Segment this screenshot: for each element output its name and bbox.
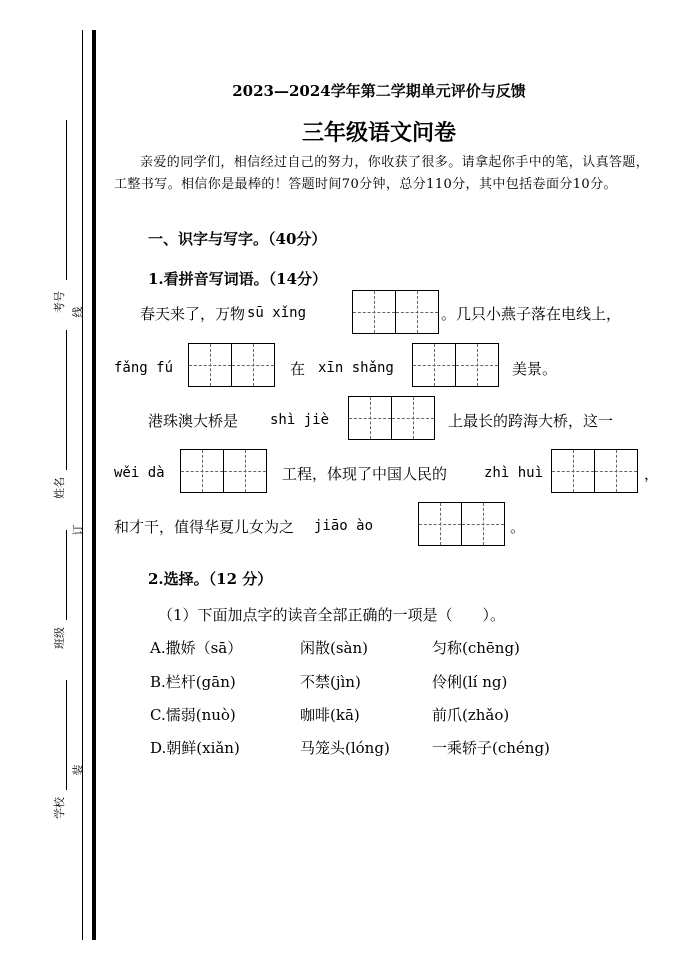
cut-mark-fold: 装 [71, 764, 85, 776]
section-heading: 一、识字与写字。（40分） [148, 230, 327, 248]
pinyin-label: fǎng fú [114, 360, 174, 376]
option-d-1[interactable]: D.朝鲜(xiǎn) [150, 739, 240, 757]
sentence-text: 港珠澳大桥是 [148, 412, 239, 430]
grid-cell[interactable] [180, 449, 224, 493]
grid-cell[interactable] [551, 449, 595, 493]
grid-cell[interactable] [412, 343, 456, 387]
grid-cell[interactable] [352, 290, 396, 334]
pinyin-label: wěi dà [114, 465, 165, 481]
option-c-2: 咖啡(kā) [300, 706, 360, 724]
grid-cell[interactable] [188, 343, 232, 387]
pinyin-label: shì jiè [270, 412, 330, 428]
binding-line-thin [82, 30, 83, 940]
pinyin-label: zhì huì [484, 465, 544, 481]
exam-title: 三年级语文问卷 [301, 120, 456, 146]
answer-grid-3[interactable] [412, 343, 499, 387]
exam-subtitle: 2023—2024学年第二学期单元评价与反馈 [232, 82, 526, 100]
sentence-text: 和才干，值得华夏儿女为之 [114, 518, 295, 536]
question-1-heading: 1.看拼音写词语。（14分） [148, 270, 328, 288]
grid-cell[interactable] [418, 502, 462, 546]
answer-grid-7[interactable] [418, 502, 505, 546]
question-2-heading: 2.选择。（12 分） [148, 570, 273, 588]
question-2-1-text: （1）下面加点字的读音全部正确的一项是（ ）。 [158, 606, 506, 624]
option-d-2: 马笼头(lóng) [300, 739, 390, 757]
pinyin-label: jiāo ào [314, 518, 374, 534]
grid-cell[interactable] [348, 396, 392, 440]
pinyin-label: xīn shǎng [318, 360, 394, 376]
name-field[interactable] [66, 330, 67, 470]
answer-grid-4[interactable] [348, 396, 435, 440]
cut-mark-line: 线 [71, 306, 85, 318]
class-field[interactable] [66, 530, 67, 620]
sentence-text: 工程，体现了中国人民的 [282, 465, 448, 483]
cut-mark-bind: 订 [71, 524, 85, 536]
class-label: 班级 [53, 627, 66, 649]
grid-cell[interactable] [392, 396, 435, 440]
answer-grid-1[interactable] [352, 290, 439, 334]
grid-cell[interactable] [595, 449, 638, 493]
sentence-text: 。几只小燕子落在电线上， [441, 305, 622, 323]
sentence-text: ， [644, 465, 660, 483]
pinyin-label: sū xǐng [247, 305, 307, 321]
option-a-2: 闲散(sàn) [300, 639, 369, 657]
answer-grid-6[interactable] [551, 449, 638, 493]
answer-grid-5[interactable] [180, 449, 267, 493]
option-a-3: 匀称(chēng) [432, 639, 520, 657]
sentence-text: 在 [290, 360, 306, 378]
option-b-2: 不禁(jìn) [300, 673, 361, 691]
grid-cell[interactable] [456, 343, 499, 387]
option-c-3: 前爪(zhǎo) [432, 706, 510, 724]
school-field[interactable] [66, 680, 67, 790]
grid-cell[interactable] [232, 343, 275, 387]
intro-paragraph: 亲爱的同学们，相信经过自己的努力，你收获了很多。请拿起你手中的笔，认真答题，工整书写。相信你是最棒的！答题时间70分钟，总分110分，其中包括卷面分10分。 [114, 155, 650, 192]
answer-grid-2[interactable] [188, 343, 275, 387]
option-a-1[interactable]: A.撒娇（sā） [150, 639, 243, 657]
option-d-3: 一乘轿子(chéng) [432, 739, 550, 757]
grid-cell[interactable] [224, 449, 267, 493]
sentence-text: 上最长的跨海大桥，这一 [448, 412, 614, 430]
sentence-text: 春天来了，万物 [140, 305, 246, 323]
binding-line-thick [92, 30, 96, 940]
grid-cell[interactable] [462, 502, 505, 546]
exam-no-label: 考号 [53, 291, 66, 313]
option-b-3: 伶俐(lí ng) [432, 673, 508, 691]
option-c-1[interactable]: C.懦弱(nuò) [150, 706, 236, 724]
option-b-1[interactable]: B.栏杆(gān) [150, 673, 236, 691]
sentence-text: 美景。 [512, 360, 558, 378]
grid-cell[interactable] [396, 290, 439, 334]
name-label: 姓名 [53, 477, 66, 499]
sentence-text: 。 [510, 518, 526, 536]
school-label: 学校 [53, 797, 66, 819]
